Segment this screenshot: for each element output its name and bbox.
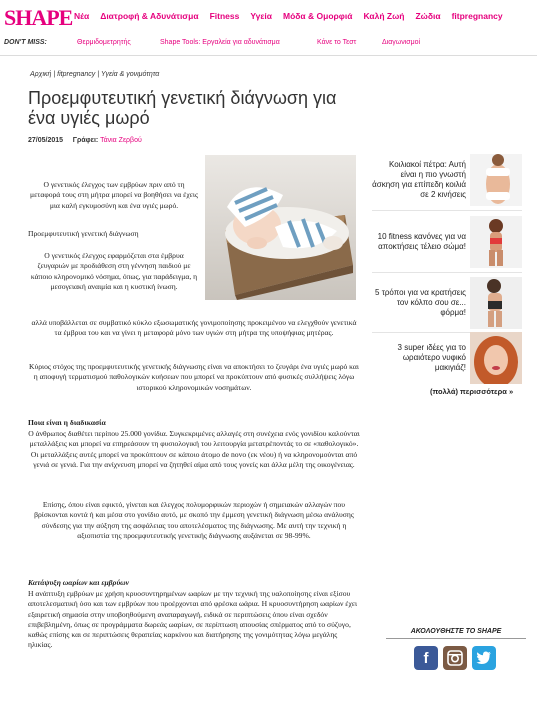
paragraph-4: Κύριος στόχος της προεμφυτευτικής γενετικής διάγνωσης είναι να αποκτήσει το ζευγάρι ένα υγιές μωρό και η αποφυγή τερματισμού παθολογικών κυήσεων που μπορεί να προκύπτουν από φυσικές συλλήψεις λόγω ιστορικού κληρονομικών νοσημάτων. xyxy=(29,362,359,392)
article-intro: Ο γενετικός έλεγχος των εμβρύων πριν από τη μεταφορά τους στη μήτρα μπορεί να βοηθήσει να έχεις μια καλή εγκυμοσύνη και ένα υγιές μωρό. xyxy=(30,180,198,210)
dont-miss-calorie-counter[interactable]: Θερμιδομετρητής xyxy=(77,39,131,46)
sidebar-item-kegel[interactable] xyxy=(372,277,522,329)
header-divider xyxy=(0,55,537,56)
sidebar-item-bridal-makeup[interactable] xyxy=(372,332,522,384)
follow-divider xyxy=(386,638,526,639)
article-author[interactable]: Τάνια Ζερβού xyxy=(100,137,142,144)
thumbnail-makeup xyxy=(470,332,522,384)
thumbnail-fitness xyxy=(470,216,522,268)
breadcrumb[interactable]: Αρχική | fitpregnancy | Υγεία & γονιμότητα xyxy=(30,71,160,78)
author-label: Γράφει: xyxy=(72,137,99,144)
follow-heading: ΑΚΟΛΟΥΘΗΣΤΕ ΤΟ SHAPE xyxy=(410,628,502,635)
sidebar-item-title: Κοιλιακοί πέτρα: Αυτή είναι η πιο γνωστή άσκηση για επίπεδη κοιλιά σε 2 κινήσεις xyxy=(372,160,466,199)
nav-item-fitness[interactable]: Fitness xyxy=(209,11,240,21)
article-date: 27/05/2015 xyxy=(28,137,64,144)
paragraph-2: Ο γενετικός έλεγχος εφαρμόζεται στα έμβρυα ζευγαριών με προδιάθεση στη γέννηση παιδιού με κάποιο κληρονομικό νόσημα, όπως, για παράδειγμα, η μεσογειακή αναιμία και η κυστική ίνωση. xyxy=(30,251,198,291)
article-title: Προεμφυτευτική γενετική διάγνωση για ένα υγιές μωρό xyxy=(28,88,337,128)
dont-miss-label: DON'T MISS: xyxy=(4,39,47,46)
sidebar-divider xyxy=(372,210,522,211)
sidebar-item-abs[interactable] xyxy=(372,154,522,206)
article-photo-baby xyxy=(205,155,356,300)
nav-item-fitpregnancy[interactable]: fitpregnancy xyxy=(451,11,503,21)
nav-item-news[interactable]: Νέα xyxy=(74,11,90,21)
main-menu xyxy=(74,11,514,21)
dont-miss-bar xyxy=(0,36,537,50)
instagram-icon[interactable] xyxy=(443,646,467,670)
nav-item-diet[interactable]: Διατροφή & Αδυνάτισμα xyxy=(100,11,199,21)
sidebar-item-title: 3 super ιδέες για το ωραιότερο νυφικό μακιγιάζ! xyxy=(397,343,466,372)
dont-miss-shape-tools[interactable]: Shape Tools: Εργαλεία για αδυνάτισμα xyxy=(160,39,280,46)
facebook-icon[interactable]: f xyxy=(414,646,438,670)
section-heading-freezing: Κατάψυξη ωαρίων και εμβρύων xyxy=(28,578,130,587)
dont-miss-contests[interactable]: Διαγωνισμοί xyxy=(382,39,421,46)
paragraph-6: Επίσης, όπου είναι εφικτό, γίνεται και έλεγχος πολυμορφικών περιοχών ή σημειακών αλλαγών που βρίσκονται κοντά ή και μέσα στο γονίδιο αυτό, με σκοπό την έμμεση γενετική διάγνωση μέσω ανάλυσης σύνδεσης για την αύξηση της ασφάλειας του αποτελέσματος της διάγνωσης. Με αυτή την τεχνική η αξιοπιστία της προεμφυτευτικής γενετικής διάγνωσης αυξάνεται σε 98-99%. xyxy=(34,500,354,540)
nav-item-health[interactable]: Υγεία xyxy=(250,11,272,21)
sidebar-item-title: 10 fitness κανόνες για να αποκτήσεις τέλειο σώμα! xyxy=(377,232,466,251)
paragraph-7: Η ανάπτυξη εμβρύων με χρήση κρυοσυντηρημένων ωαρίων με την τεχνική της υαλοποίησης είναι εξίσου αποτελεσματική όσο και των εμβρύων που προέρχονται από φρέσκα ωάρια. Η κρυοσυντήρηση ωαρίων έχει εξαιρετική σημασία στην υποβοηθούμενη αναπαραγωγή, ειδικά σε περιπτώσεις όπου είναι σχεδόν επιβεβλημένη, όπως σε προγράμματα δωρεάς ωαρίων, σε περίπτωση απουσίας σπέρματος από το σύζυγο, καθώς επίσης και σε περιπτώσεις θεραπείας καρκίνου και διατήρησης της γονιμότητας λόγω μεγάλης ηλικίας. xyxy=(28,589,358,650)
article-meta xyxy=(28,137,142,144)
sidebar-divider xyxy=(372,272,522,273)
site-logo[interactable]: SHAPE xyxy=(4,5,73,30)
thumbnail-abs xyxy=(470,154,522,206)
nav-item-fashion[interactable]: Μόδα & Ομορφιά xyxy=(283,11,353,21)
paragraph-3: αλλά υποβάλλεται σε συμβατικό κύκλο εξωσωματικής γονιμοποίησης προκειμένου να ελεγχθούν γενετικά τα έμβρυα του και να γίνει η μεταφορά μόνο των υγιών στη μήτρα της υποψήφιας μητέρας. xyxy=(31,318,357,338)
paragraph-5: Ο άνθρωπος διαθέτει περίπου 25.000 γονίδια. Συγκεκριμένες αλλαγές στη συνέχεια ενός γονιδίου καλούνται μεταλλάξεις και μπορεί να επηρεάσουν τη φυσιολογική του λειτουργία μετατρέποντάς το σε «παθολογικό». Οι μεταλλάξεις αυτές μπορεί να προκύπτουν σε κάποιο άτομο de novo (εκ νέου) ή να κληρονομούνται από γενιά σε γενιά. Για την ανίχνευση μπορεί να ζητηθεί αίμα από τους γονείς και άλλα μέλη της οικογένειας. xyxy=(28,429,360,469)
nav-item-good-life[interactable]: Καλή Ζωή xyxy=(363,11,405,21)
thumbnail-kegel xyxy=(470,277,522,329)
twitter-icon[interactable] xyxy=(472,646,496,670)
sidebar-item-title: 5 τρόποι για να κρατήσεις τον κόλπο σου σε... φόρμα! xyxy=(375,288,466,317)
paragraph-1: Προεμφυτευτική γενετική διάγνωση xyxy=(28,229,139,238)
sidebar-item-fitness-rules[interactable] xyxy=(372,216,522,268)
top-navigation xyxy=(0,0,537,32)
dont-miss-test[interactable]: Κάνε το Τεστ xyxy=(317,39,357,46)
more-link[interactable]: (πολλά) περισσότερα » xyxy=(430,387,514,396)
nav-item-horoscope[interactable]: Ζώδια xyxy=(415,11,441,21)
section-heading-procedure: Ποια είναι η διαδικασία xyxy=(28,418,106,427)
